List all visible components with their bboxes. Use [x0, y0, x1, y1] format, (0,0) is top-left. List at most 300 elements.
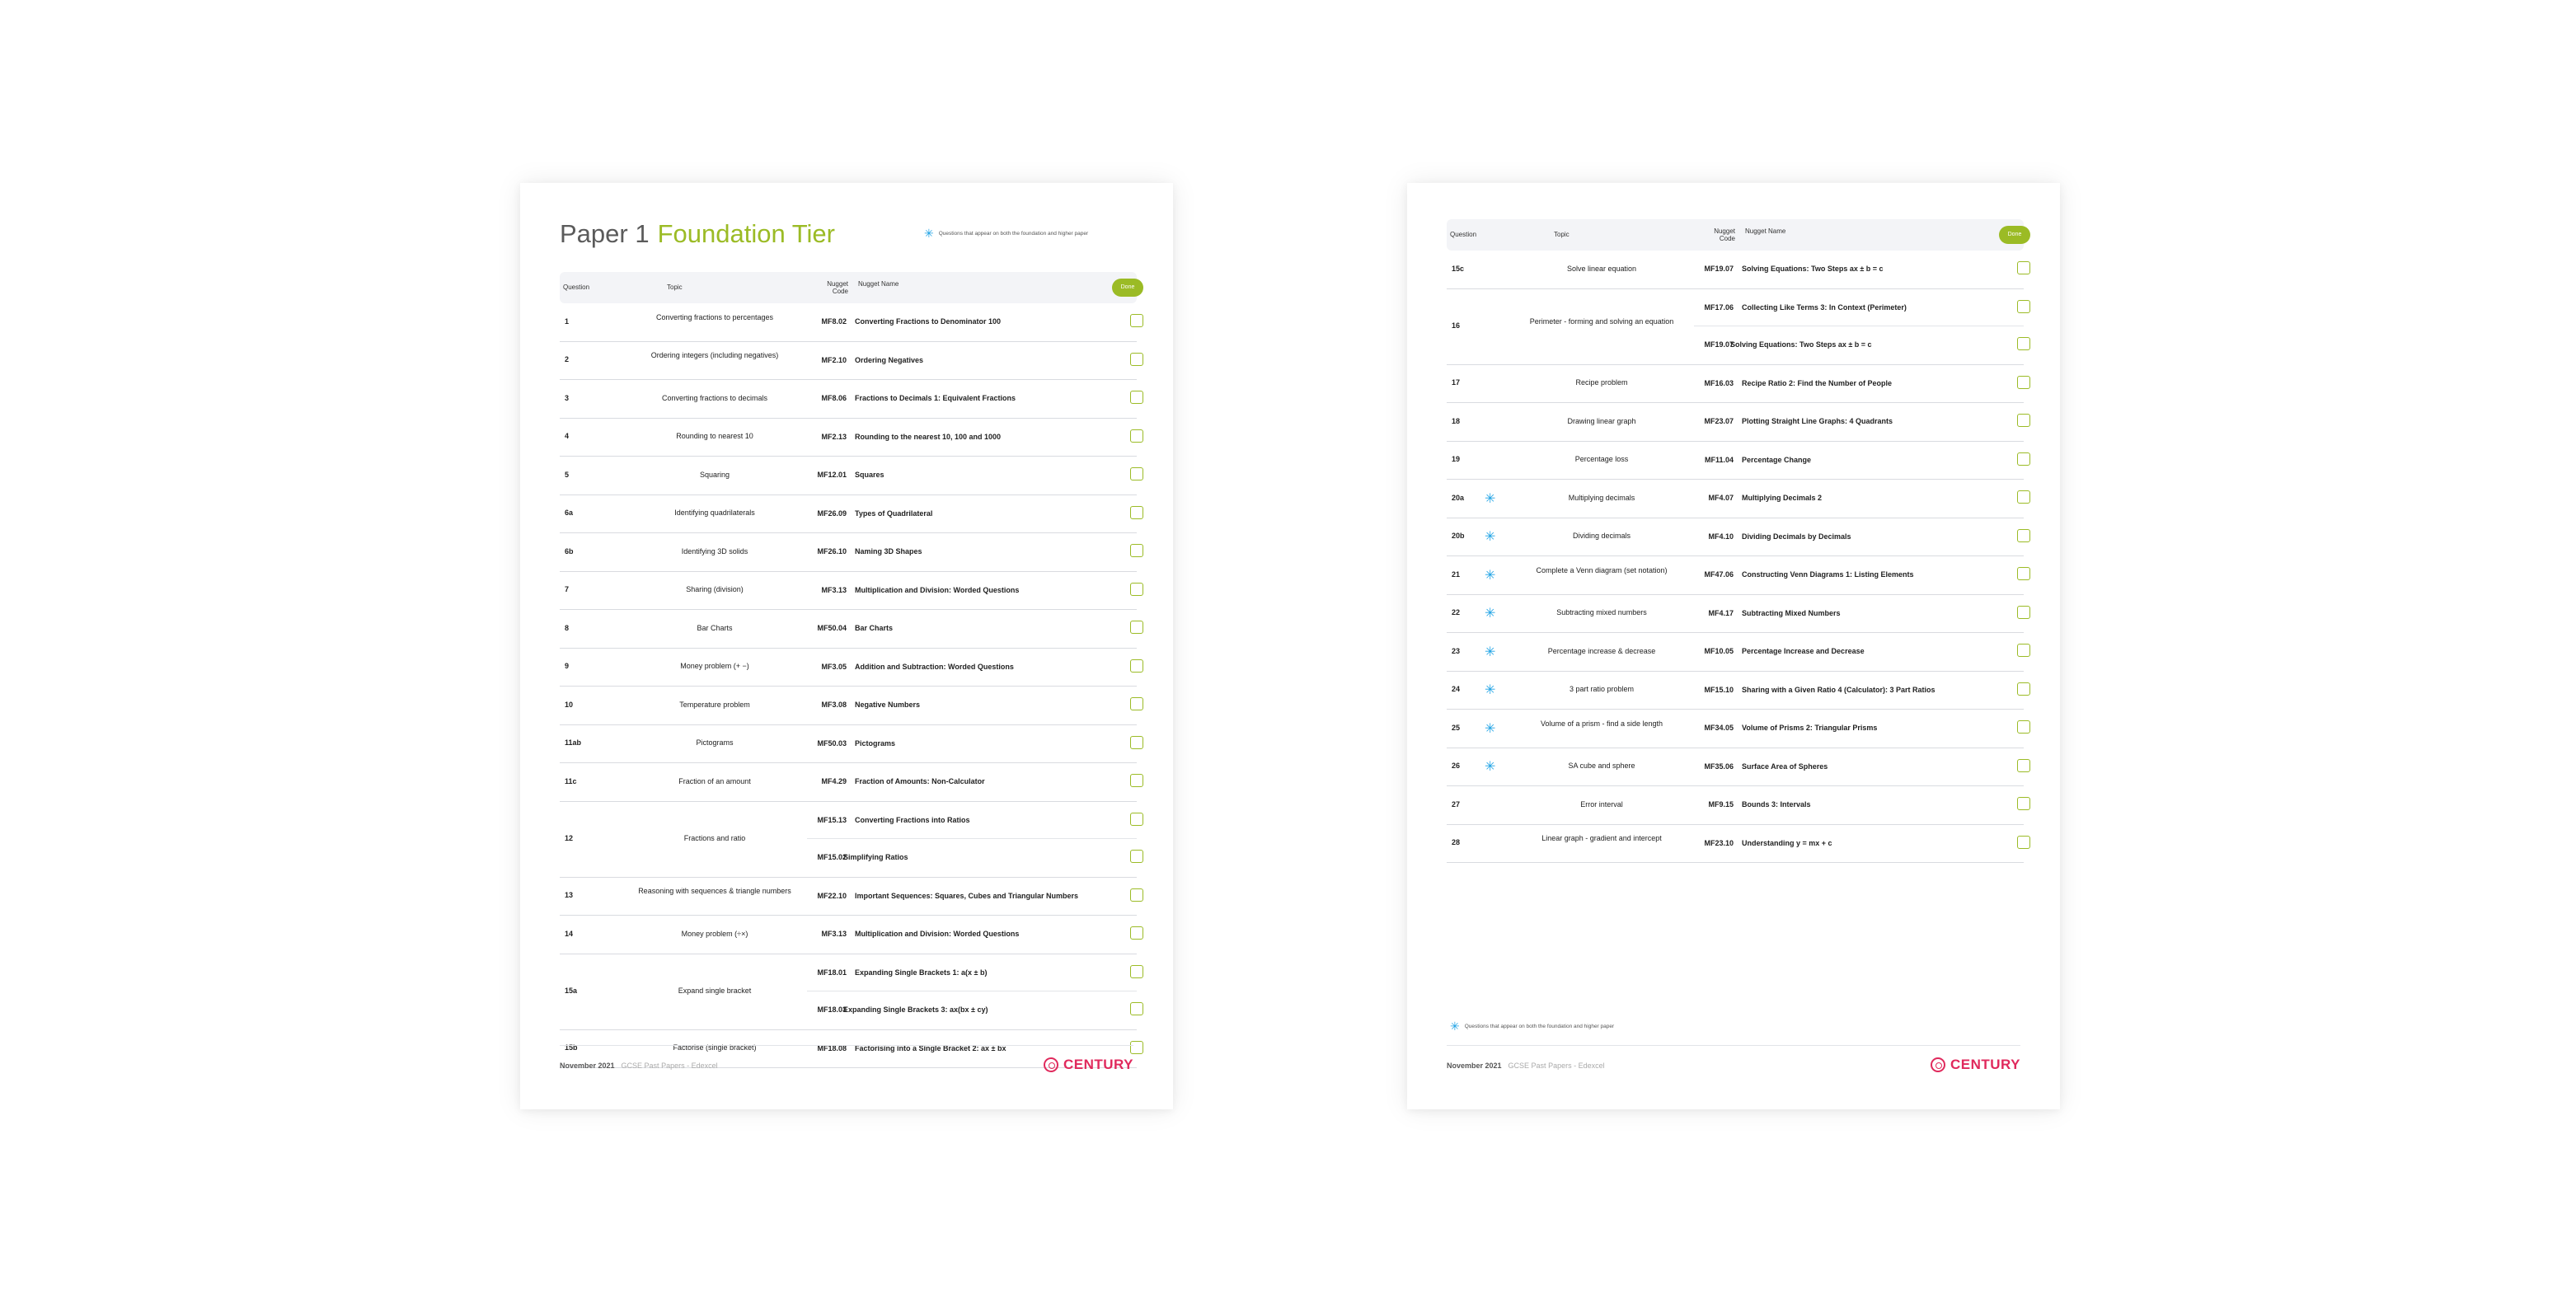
nugget-code: MF26.10: [817, 547, 847, 555]
nugget-list: [560, 457, 1137, 494]
nugget-code: MF4.29: [821, 777, 847, 785]
table-row: [1447, 365, 2024, 404]
question-number: 4: [565, 432, 570, 441]
done-checkbox[interactable]: [1130, 926, 1143, 940]
footer-series: GCSE Past Papers - Edexcel: [621, 1062, 718, 1070]
table-row: [560, 725, 1137, 764]
nugget-code: MF15.02: [817, 853, 847, 861]
done-checkbox[interactable]: [1130, 467, 1143, 480]
header-nugget-code: Nugget Code: [1714, 227, 1735, 242]
question-number: 23: [1452, 646, 1461, 655]
question-number: 24: [1452, 685, 1461, 694]
table-body: [1447, 251, 2024, 863]
nugget-list: [1447, 480, 2024, 517]
question-number: 15b: [565, 1043, 578, 1052]
nugget-code: MF23.10: [1704, 838, 1734, 847]
title-prefix: Paper 1: [560, 219, 650, 248]
topic-text: Linear graph - gradient and intercept: [1541, 834, 1662, 843]
table-row: [560, 878, 1137, 916]
question-number: 9: [565, 662, 570, 671]
nugget-name: Volume of Prisms 2: Triangular Prisms: [1742, 724, 1878, 732]
question-number: 26: [1452, 762, 1461, 771]
nugget-code: MF17.06: [1704, 302, 1734, 312]
nugget-row: [560, 649, 1137, 686]
table-row: [560, 419, 1137, 457]
question-number: 25: [1452, 723, 1461, 732]
table-row: [560, 916, 1137, 954]
nugget-list: [560, 380, 1137, 417]
table-header: [560, 272, 1137, 303]
header-nugget-code: Nugget Code: [827, 280, 848, 295]
table-row: [1447, 442, 2024, 480]
question-number: 6b: [565, 546, 574, 555]
nugget-name: Dividing Decimals by Decimals: [1742, 532, 1851, 541]
done-checkbox[interactable]: [2017, 836, 2030, 849]
topic-text: Squaring: [699, 470, 730, 479]
nugget-name: Plotting Straight Line Graphs: 4 Quadrants: [1742, 417, 1893, 425]
topic-text: Percentage loss: [1574, 455, 1629, 464]
nugget-list: [560, 687, 1137, 724]
topic-text: Error interval: [1580, 799, 1623, 809]
nugget-code: MF11.04: [1704, 455, 1734, 464]
footer-date-text: November 2021: [560, 1062, 615, 1070]
nugget-list: [1447, 748, 2024, 785]
nugget-list: [1447, 365, 2024, 402]
table-row: [1447, 251, 2024, 289]
nugget-name: Negative Numbers: [855, 701, 921, 709]
done-checkbox[interactable]: [2017, 490, 2030, 504]
nugget-name: Percentage Increase and Decrease: [1742, 647, 1865, 655]
done-checkbox[interactable]: [1130, 965, 1143, 978]
question-number: 19: [1452, 455, 1461, 464]
table-row: [1447, 595, 2024, 634]
nugget-code: MF19.07: [1704, 340, 1734, 349]
table-body: [560, 303, 1137, 1068]
nugget-name: Understanding y = mx + c: [1742, 838, 1832, 847]
page-footer: [560, 1055, 1133, 1071]
nugget-code: MF3.08: [821, 701, 847, 709]
topic-text: Converting fractions to decimals: [661, 393, 768, 402]
century-logo-icon: [1931, 1057, 1945, 1072]
question-number: 27: [1452, 799, 1461, 809]
nugget-row: [1447, 518, 2024, 555]
nugget-name: Fraction of Amounts: Non-Calculator: [855, 777, 985, 785]
nugget-row: [807, 991, 1137, 1029]
done-checkbox[interactable]: [1130, 621, 1143, 634]
paper-page-2: [1407, 183, 2060, 1109]
header-nugget-name: Nugget Name: [1745, 227, 1786, 235]
nugget-row: [560, 495, 1137, 532]
question-number: 22: [1452, 608, 1461, 617]
nugget-list: [560, 916, 1137, 953]
question-number: 20a: [1452, 493, 1465, 502]
nugget-name: Types of Quadrilateral: [855, 509, 933, 518]
topic-text: Dividing decimals: [1572, 532, 1631, 541]
done-checkbox[interactable]: [2017, 452, 2030, 466]
both-papers-asterisk-icon: ✳: [1485, 760, 1496, 775]
done-checkbox[interactable]: [2017, 300, 2030, 313]
nugget-row: [1447, 825, 2024, 862]
nugget-code: MF50.03: [817, 738, 847, 748]
both-papers-asterisk-icon: ✳: [1485, 721, 1496, 736]
table-row: [1447, 289, 2024, 365]
nugget-list: [560, 495, 1137, 532]
nugget-row: [560, 954, 1137, 991]
done-checkbox[interactable]: [1130, 506, 1143, 519]
nugget-list: [560, 342, 1137, 379]
nugget-code: MF4.10: [1708, 532, 1734, 541]
nugget-name: Constructing Venn Diagrams 1: Listing Elements: [1742, 570, 1914, 579]
nugget-code: MF9.15: [1708, 800, 1734, 809]
nugget-row: [1447, 672, 2024, 709]
century-logo-text: CENTURY: [1950, 1057, 2020, 1072]
question-number: 1: [565, 316, 570, 326]
done-checkbox[interactable]: [1130, 1041, 1143, 1054]
question-number: 2: [565, 355, 570, 364]
done-checkbox[interactable]: [2017, 414, 2030, 427]
nugget-row: [1447, 442, 2024, 479]
topic-text: Solve linear equation: [1566, 264, 1637, 273]
table-row: [1447, 786, 2024, 825]
nugget-code: MF8.06: [821, 394, 847, 402]
done-checkbox[interactable]: [1130, 659, 1143, 673]
table-row: [1447, 518, 2024, 557]
header-nugget-name: Nugget Name: [858, 280, 899, 288]
nugget-list: [1447, 251, 2024, 288]
legend-note: [924, 227, 1089, 240]
nugget-row: [560, 802, 1137, 839]
question-number: 12: [565, 834, 574, 842]
nugget-row: [560, 916, 1137, 953]
table-row: [1447, 825, 2024, 864]
nugget-code: MF18.01: [817, 968, 847, 977]
page-title: [560, 219, 835, 249]
topic-text: Subtracting mixed numbers: [1556, 608, 1647, 617]
nugget-code: MF26.09: [817, 509, 847, 518]
topic-text: Identifying 3D solids: [681, 546, 748, 555]
nugget-row: [1447, 748, 2024, 785]
topic-text: Complete a Venn diagram (set notation): [1536, 565, 1668, 574]
nugget-list: [1447, 710, 2024, 747]
footer-divider: [560, 1045, 1133, 1046]
nugget-list: [560, 610, 1137, 647]
table-row: [1447, 672, 2024, 710]
done-checkbox[interactable]: [2017, 337, 2030, 350]
nugget-row: [560, 572, 1137, 609]
topic-text: Factorise (single bracket): [673, 1043, 757, 1052]
nugget-code: MF35.06: [1704, 762, 1734, 771]
table-row: [560, 954, 1137, 1030]
nugget-row: [560, 610, 1137, 647]
table-row: [1447, 480, 2024, 518]
nugget-name: Solving Equations: Two Steps ax ± b = c: [1730, 340, 1872, 349]
question-number: 11ab: [565, 738, 582, 748]
nugget-name: Expanding Single Brackets 3: ax(bx ± cy): [843, 1005, 988, 1014]
question-number: 6a: [565, 509, 574, 518]
century-logo: [1931, 1057, 2020, 1073]
nugget-code: MF12.01: [817, 471, 847, 479]
nugget-row: [560, 533, 1137, 570]
nugget-code: MF18.08: [817, 1043, 847, 1052]
nugget-list: [560, 878, 1137, 915]
question-number: 15c: [1452, 264, 1465, 273]
footer-date-text: November 2021: [1447, 1062, 1502, 1070]
nugget-list: [1447, 442, 2024, 479]
both-papers-asterisk-icon: ✳: [1485, 644, 1496, 659]
header-done: Done: [1112, 279, 1143, 297]
question-number: 16: [1452, 321, 1461, 330]
nugget-code: MF10.05: [1704, 647, 1734, 655]
nugget-name: Solving Equations: Two Steps ax ± b = c: [1742, 265, 1884, 273]
done-checkbox[interactable]: [2017, 720, 2030, 734]
nugget-name: Bounds 3: Intervals: [1742, 800, 1811, 809]
done-checkbox[interactable]: [1130, 888, 1143, 902]
done-checkbox[interactable]: [1130, 583, 1143, 596]
nugget-list: [1447, 518, 2024, 555]
topic-text: Money problem (÷×): [681, 929, 748, 938]
century-logo-text: CENTURY: [1063, 1057, 1133, 1072]
nugget-row: [807, 838, 1137, 876]
table-row: [560, 495, 1137, 534]
done-checkbox[interactable]: [2017, 644, 2030, 657]
nugget-name: Important Sequences: Squares, Cubes and Triangular Numbers: [855, 891, 1079, 900]
topic-text: Sharing (division): [686, 585, 744, 594]
both-papers-asterisk-icon: ✳: [1485, 491, 1496, 506]
topic-text: 3 part ratio problem: [1569, 685, 1635, 694]
header-question: Question: [563, 284, 590, 291]
legend-note: [1450, 1019, 1615, 1033]
nugget-row: [560, 380, 1137, 417]
nugget-name: Squares: [855, 471, 884, 479]
nugget-row: [1694, 326, 2024, 363]
nugget-list: [1447, 825, 2024, 862]
header-done: Done: [1999, 226, 2030, 244]
nugget-name: Collecting Like Terms 3: In Context (Perimeter): [1742, 302, 1907, 312]
nugget-row: [1447, 786, 2024, 823]
asterisk-icon: ✳: [924, 227, 934, 240]
nugget-name: Expanding Single Brackets 1: a(x ± b): [855, 968, 988, 977]
nugget-name: Multiplying Decimals 2: [1742, 494, 1823, 502]
legend-note-text: Questions that appear on both the foundation and higher paper: [1464, 1023, 1615, 1029]
nugget-list: [1447, 786, 2024, 823]
topic-text: Volume of a prism - find a side length: [1540, 719, 1663, 728]
topic-text: Fractions and ratio: [683, 834, 746, 842]
nugget-list: [1447, 595, 2024, 632]
both-papers-asterisk-icon: ✳: [1485, 530, 1496, 545]
nugget-code: MF2.13: [821, 432, 847, 441]
nugget-row: [560, 303, 1137, 340]
done-checkbox[interactable]: [2017, 567, 2030, 580]
nugget-code: MF15.13: [817, 815, 847, 824]
question-number: 14: [565, 929, 574, 938]
nugget-code: MF18.03: [817, 1005, 847, 1014]
nugget-row: [1447, 289, 2024, 326]
table-row: [560, 303, 1137, 342]
table-row: [560, 572, 1137, 611]
table-row: [560, 457, 1137, 495]
nugget-list: [560, 763, 1137, 800]
table-row: [1447, 710, 2024, 748]
question-number: 21: [1452, 570, 1461, 579]
nugget-name: Addition and Subtraction: Worded Questions: [855, 662, 1014, 671]
nugget-code: MF2.10: [821, 355, 847, 364]
both-papers-asterisk-icon: ✳: [1485, 683, 1496, 698]
asterisk-icon: ✳: [1450, 1019, 1460, 1033]
nugget-code: MF22.10: [817, 891, 847, 900]
topic-text: Temperature problem: [679, 700, 750, 709]
topic-text: Expand single bracket: [678, 987, 752, 995]
nugget-row: [1447, 595, 2024, 632]
topic-text: Fraction of an amount: [678, 776, 751, 785]
nugget-code: MF34.05: [1704, 724, 1734, 732]
paper-page-1: [520, 183, 1173, 1109]
topic-text: Bar Charts: [697, 623, 733, 632]
table-row: [560, 649, 1137, 687]
question-number: 8: [565, 623, 570, 632]
nugget-list: [560, 533, 1137, 570]
done-checkbox[interactable]: [1130, 353, 1143, 366]
topic-text: Perimeter - forming and solving an equation: [1529, 317, 1674, 326]
nugget-row: [1447, 365, 2024, 402]
question-number: 20b: [1452, 532, 1465, 541]
done-checkbox[interactable]: [2017, 261, 2030, 274]
nugget-row: [1447, 251, 2024, 288]
both-papers-asterisk-icon: ✳: [1485, 607, 1496, 621]
footer-divider: [1447, 1045, 2020, 1046]
done-checkbox[interactable]: [1130, 314, 1143, 327]
done-checkbox[interactable]: [2017, 797, 2030, 810]
nugget-name: Naming 3D Shapes: [855, 547, 922, 555]
nugget-name: Factorising into a Single Bracket 2: ax ± bx: [855, 1043, 1006, 1052]
topic-text: Money problem (+ −): [680, 662, 749, 671]
nugget-name: Pictograms: [855, 738, 896, 748]
header-topic: Topic: [667, 284, 683, 291]
title-tier: Foundation Tier: [657, 219, 835, 248]
nugget-row: [560, 342, 1137, 379]
nugget-name: Bar Charts: [855, 624, 894, 632]
done-checkbox[interactable]: [1130, 850, 1143, 863]
nugget-code: MF15.10: [1704, 685, 1734, 694]
table-header: [1447, 219, 2024, 251]
table-row: [560, 533, 1137, 572]
question-number: 5: [565, 470, 570, 479]
nugget-row: [560, 457, 1137, 494]
done-checkbox[interactable]: [2017, 682, 2030, 696]
nugget-code: MF3.13: [821, 930, 847, 938]
nugget-row: [1447, 710, 2024, 747]
table-row: [1447, 748, 2024, 787]
header-topic: Topic: [1554, 231, 1570, 238]
nugget-row: [560, 763, 1137, 800]
done-checkbox[interactable]: [2017, 376, 2030, 389]
done-checkbox[interactable]: [1130, 391, 1143, 404]
nugget-row: [1447, 480, 2024, 517]
century-logo: [1044, 1057, 1133, 1073]
nugget-list: [560, 649, 1137, 686]
question-number: 28: [1452, 838, 1461, 847]
done-checkbox[interactable]: [1130, 429, 1143, 443]
nugget-name: Recipe Ratio 2: Find the Number of People: [1742, 378, 1893, 387]
table-row: [560, 802, 1137, 878]
done-checkbox[interactable]: [2017, 759, 2030, 772]
legend-note-text: Questions that appear on both the foundation and higher paper: [938, 230, 1089, 237]
done-checkbox[interactable]: [2017, 606, 2030, 619]
topic-text: Drawing linear graph: [1567, 416, 1636, 425]
footer-series: GCSE Past Papers - Edexcel: [1508, 1062, 1605, 1070]
nugget-code: MF16.03: [1704, 378, 1734, 387]
done-checkbox[interactable]: [1130, 774, 1143, 787]
nugget-row: [560, 419, 1137, 456]
done-checkbox[interactable]: [1130, 736, 1143, 749]
topic-text: Multiplying decimals: [1568, 493, 1635, 502]
footer-date: [1447, 1062, 1605, 1070]
table-row: [560, 380, 1137, 419]
done-checkbox[interactable]: [1130, 544, 1143, 557]
nugget-list: [1447, 556, 2024, 593]
nugget-list: [1447, 672, 2024, 709]
nugget-row: [1447, 556, 2024, 593]
nugget-name: Ordering Negatives: [855, 355, 924, 364]
topic-text: Reasoning with sequences & triangle numbers: [638, 887, 791, 896]
nugget-list: [560, 725, 1137, 762]
nugget-name: Converting Fractions to Denominator 100: [855, 317, 1002, 326]
done-checkbox[interactable]: [1130, 697, 1143, 710]
table-row: [1447, 403, 2024, 442]
topic-text: Pictograms: [696, 738, 734, 748]
table-row: [1447, 556, 2024, 595]
question-number: 18: [1452, 416, 1461, 425]
topic-text: SA cube and sphere: [1568, 762, 1635, 771]
nugget-code: MF3.13: [821, 585, 847, 594]
nugget-code: MF19.07: [1704, 265, 1734, 273]
nugget-code: MF8.02: [821, 317, 847, 326]
question-number: 15a: [565, 987, 578, 995]
nugget-name: Rounding to the nearest 10, 100 and 1000: [855, 432, 1002, 441]
topic-text: Recipe problem: [1575, 378, 1628, 387]
done-checkbox[interactable]: [1130, 813, 1143, 826]
nugget-name: Converting Fractions into Ratios: [855, 815, 970, 824]
nugget-name: Simplifying Ratios: [843, 853, 908, 861]
question-number: 7: [565, 585, 570, 594]
both-papers-asterisk-icon: ✳: [1485, 568, 1496, 583]
nugget-row: [1447, 633, 2024, 670]
table-row: [560, 687, 1137, 725]
question-number: 13: [565, 891, 574, 900]
done-checkbox[interactable]: [2017, 529, 2030, 542]
nugget-name: Subtracting Mixed Numbers: [1742, 608, 1841, 617]
nugget-name: Fractions to Decimals 1: Equivalent Fractions: [855, 394, 1016, 402]
question-number: 3: [565, 393, 570, 402]
table-row: [560, 342, 1137, 381]
nugget-list: [1447, 403, 2024, 440]
nugget-code: MF4.17: [1708, 608, 1734, 617]
nugget-list: [560, 572, 1137, 609]
done-checkbox[interactable]: [1130, 1002, 1143, 1015]
nugget-name: Percentage Change: [1742, 455, 1812, 464]
nugget-name: Surface Area of Spheres: [1742, 762, 1828, 771]
nugget-row: [1447, 403, 2024, 440]
topic-text: Percentage increase & decrease: [1547, 646, 1656, 655]
nugget-table: [1447, 219, 2024, 863]
question-number: 17: [1452, 378, 1461, 387]
table-row: [560, 610, 1137, 649]
question-number: 11c: [565, 776, 577, 785]
topic-text: Identifying quadrilaterals: [674, 509, 755, 518]
nugget-row: [560, 725, 1137, 762]
table-row: [1447, 633, 2024, 672]
topic-text: Ordering integers (including negatives): [650, 351, 779, 360]
topic-text: Converting fractions to percentages: [655, 312, 774, 321]
